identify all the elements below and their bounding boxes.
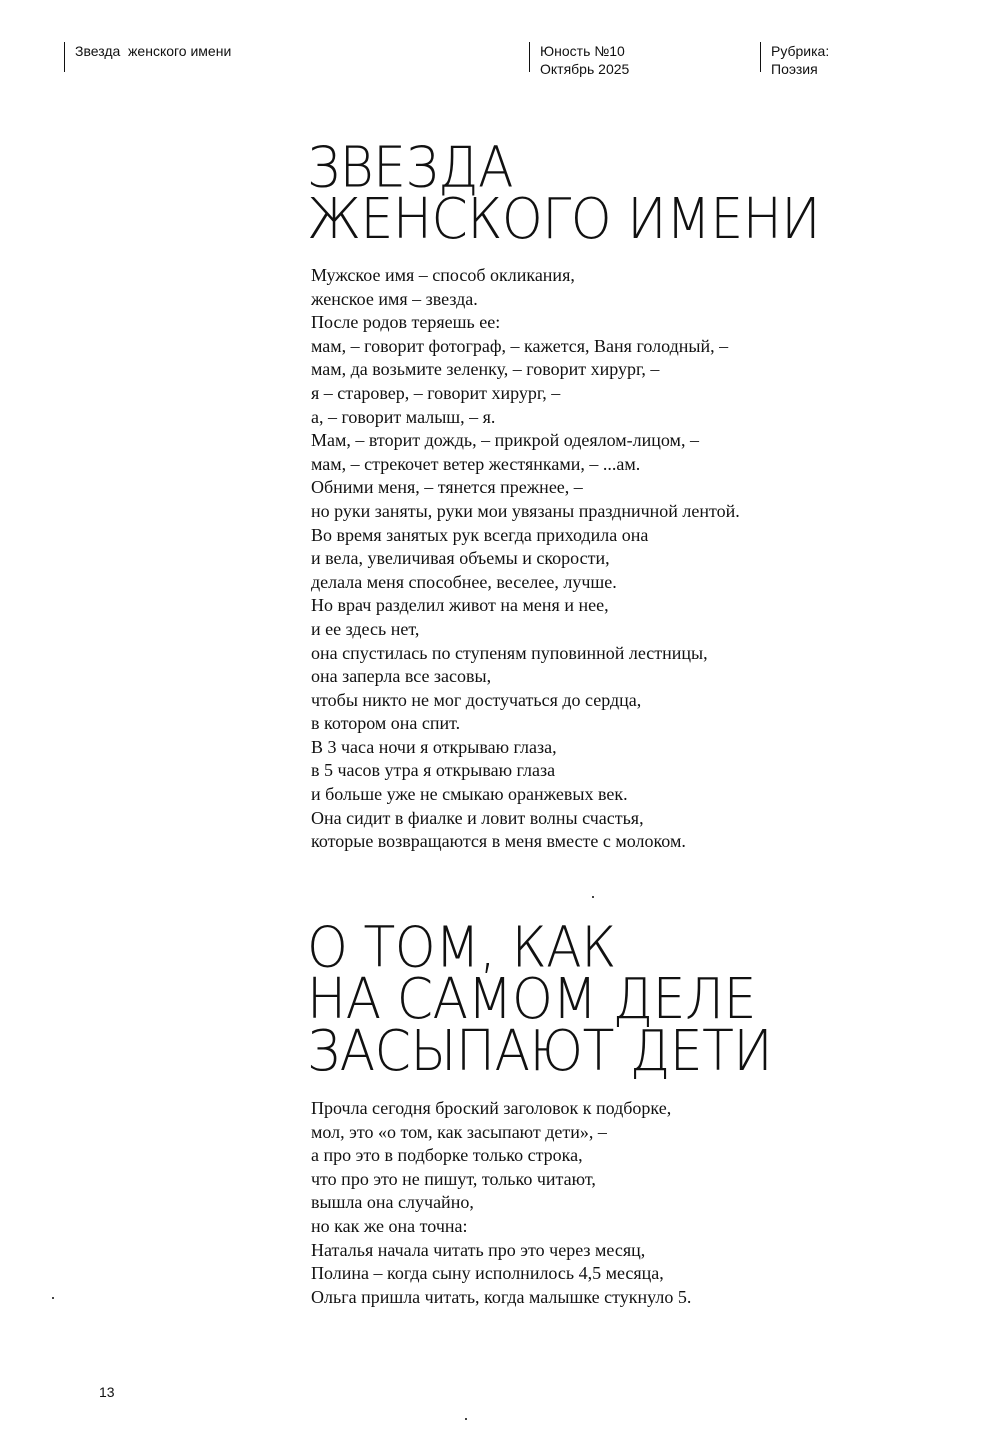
header-issue-date: Октябрь 2025 [540,61,630,77]
poem-line: а про это в подборке только строка, [311,1145,583,1166]
poem-line: она спустилась по ступеням пуповинной лестницы, [311,642,708,663]
poem-line: Обними меня, – тянется прежнее, – [311,477,583,498]
poem-line: Полина – когда сыну исполнилось 4,5 месяца, [311,1263,664,1284]
poem-line: Ольга пришла читать, когда малышке стукнуло 5. [311,1286,692,1307]
poem-title [307,135,821,253]
poem-line: но как же она точна: [311,1215,468,1236]
poem-title-line: ЖЕНСКОГО ИМЕНИ [307,187,821,253]
poem-line: Во время занятых рук всегда приходила она [311,524,649,545]
poem-line: а, – говорит малыш, – я. [311,406,496,427]
poem-line: мам, – стрекочет ветер жестянками, – ...ам. [311,453,641,474]
poem-title-line: НА САМОМ ДЕЛЕ [307,967,756,1033]
poem-line: чтобы никто не мог достучаться до сердца, [311,689,642,710]
poem-line: в котором она спит. [311,713,461,734]
header-rubric-label: Рубрика: [771,43,830,59]
print-speck [465,1418,467,1420]
print-speck [592,896,594,898]
header-issue-number: Юность №10 [540,43,625,59]
poem-line: мам, – говорит фотограф, – кажется, Ваня голодный, – [311,335,729,356]
poem-body [311,1097,691,1309]
poem-line: которые возвращаются в меня вместе с молоком. [311,831,686,852]
poem-line: я – старовер, – говорит хирург, – [311,382,561,403]
page-number: 13 [99,1384,115,1400]
poem-title-line: ЗВЕЗДА [307,135,514,201]
poem-line: мам, да возьмите зеленку, – говорит хирург, – [311,359,660,380]
poem-line: Но врач разделил живот на меня и нее, [311,595,609,616]
poem-line: и больше уже не смыкаю оранжевых век. [311,784,628,805]
poem-body [311,264,740,854]
header-issue [529,42,630,77]
poem-title-line: О ТОМ, КАК [307,915,616,981]
poem-line: и вела, увеличивая объемы и скорости, [311,548,610,569]
poem-line: вышла она случайно, [311,1192,474,1213]
poem-line: В 3 часа ночи я открываю глаза, [311,736,557,757]
header-rubric [760,42,830,77]
poem-line: мол, это «о том, как засыпают дети», – [311,1121,607,1142]
poem-line: Прочла сегодня броский заголовок к подборке, [311,1098,672,1118]
poem-line: делала меня способнее, веселее, лучше. [311,571,617,592]
print-speck [52,1297,54,1299]
poem-line: что про это не пишут, только читают, [311,1168,596,1189]
poem-line: Она сидит в фиалке и ловит волны счастья, [311,807,644,828]
poem-line: женское имя – звезда. [311,288,478,309]
poem-line: Мужское имя – способ окликания, [311,265,575,285]
poem-line: Наталья начала читать про это через месяц, [311,1239,646,1260]
poem-line: и ее здесь нет, [311,618,420,639]
poem-line: но руки заняты, руки мои увязаны праздничной лентой. [311,500,740,521]
poem-line: Мам, – вторит дождь, – прикрой одеялом-лицом, – [311,430,699,451]
poem-title-line: ЗАСЫПАЮТ ДЕТИ [307,1019,773,1084]
poem-line: После родов теряешь ее: [311,312,501,333]
poem-line: она заперла все засовы, [311,666,492,687]
poem-line: в 5 часов утра я открываю глаза [311,760,556,781]
header-section-title: Звезда женского имени [75,43,232,59]
header-rubric-value: Поэзия [771,61,818,77]
header-section [64,42,231,72]
poem-title [307,915,773,1084]
